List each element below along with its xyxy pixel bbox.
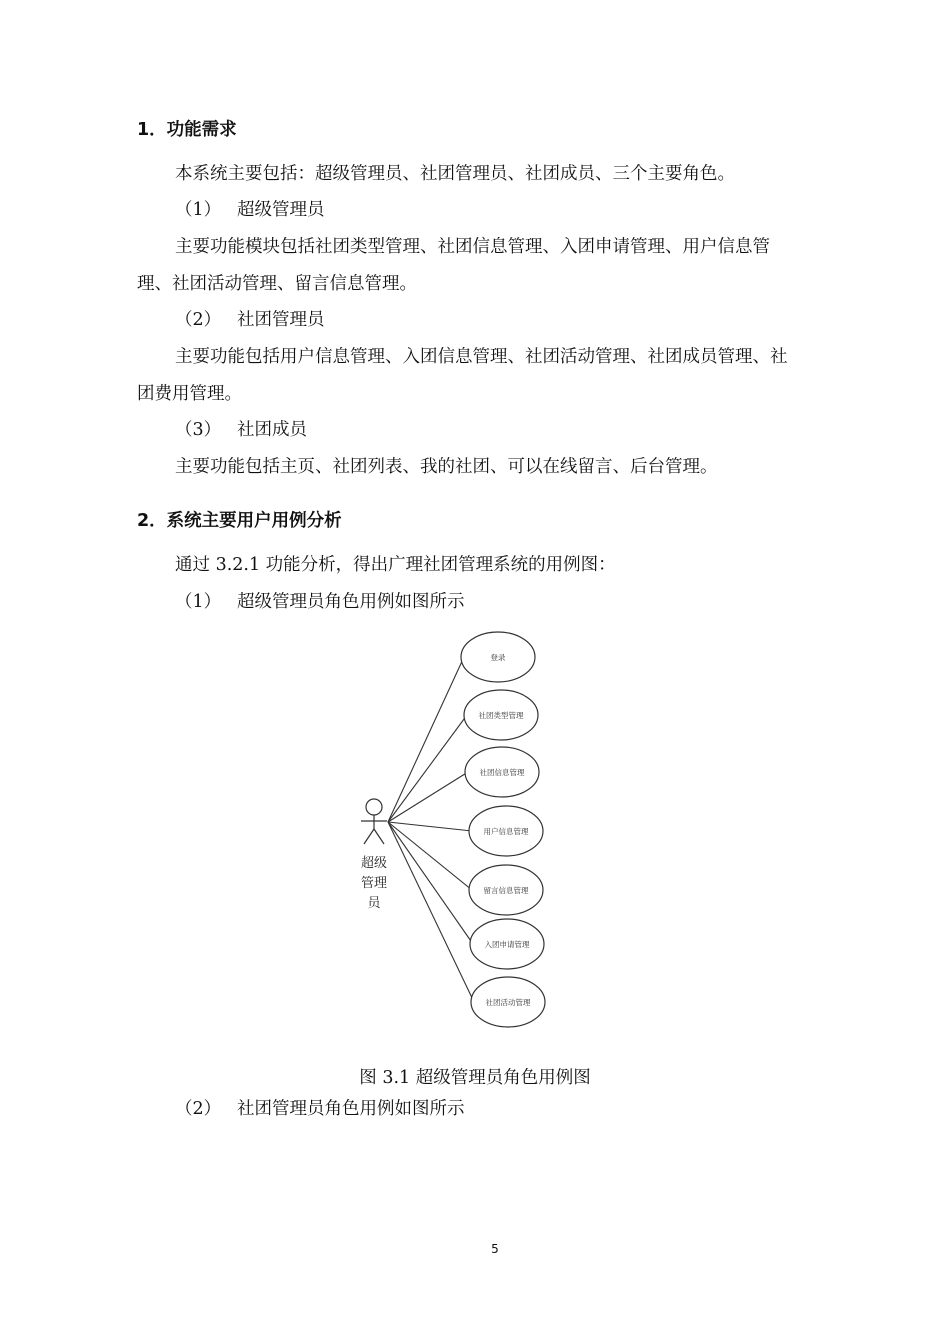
section-1-intro: 本系统主要包括：超级管理员、社团管理员、社团成员、三个主要角色。 bbox=[175, 164, 735, 184]
item-3-number: （3） bbox=[175, 420, 222, 440]
association-line bbox=[388, 715, 467, 822]
page-number: 5 bbox=[491, 1242, 499, 1256]
section-2-item-2-label: 社团管理员角色用例如图所示 bbox=[237, 1099, 465, 1119]
item-2-title bbox=[175, 312, 325, 330]
item-3-title bbox=[175, 422, 307, 440]
section-2-intro: 通过 3.2.1 功能分析，得出广理社团管理系统的用例图： bbox=[175, 555, 616, 575]
item-3-text-line-1: 主要功能包括主页、社团列表、我的社团、可以在线留言、后台管理。 bbox=[175, 457, 718, 477]
section-2-item-2 bbox=[175, 1101, 465, 1119]
use-case-label: 用户信息管理 bbox=[483, 827, 529, 836]
use-case-label: 社团活动管理 bbox=[485, 998, 531, 1007]
association-line bbox=[388, 657, 464, 822]
use-case-diagram bbox=[340, 625, 600, 1035]
section-2-item-1 bbox=[175, 594, 465, 612]
actor-right-leg bbox=[374, 829, 384, 844]
section-2-item-1-label: 超级管理员角色用例如图所示 bbox=[237, 592, 465, 612]
actor-label-line-1: 超级 bbox=[360, 856, 388, 871]
section-2-item-1-number: （1） bbox=[175, 592, 222, 612]
item-2-number: （2） bbox=[175, 310, 222, 330]
association-line bbox=[388, 822, 472, 831]
actor-figure bbox=[361, 799, 387, 844]
actor-head bbox=[366, 799, 382, 815]
item-1-text-line-1: 主要功能模块包括社团类型管理、社团信息管理、入团申请管理、用户信息管 bbox=[175, 237, 770, 257]
item-1-text-line-2: 理、社团活动管理、留言信息管理。 bbox=[137, 274, 417, 294]
item-2-label: 社团管理员 bbox=[237, 310, 325, 330]
use-case-label: 社团信息管理 bbox=[479, 768, 525, 777]
use-case-label: 社团类型管理 bbox=[478, 711, 524, 720]
section-2-item-2-number: （2） bbox=[175, 1099, 222, 1119]
association-line bbox=[388, 822, 474, 1002]
association-line bbox=[388, 822, 473, 944]
figure-caption: 图 3.1 超级管理员角色用例图 bbox=[359, 1068, 591, 1088]
actor-label-line-2: 管理 bbox=[360, 876, 388, 891]
item-1-number: （1） bbox=[175, 200, 222, 220]
use-case-label: 留言信息管理 bbox=[483, 886, 529, 895]
actor-label-line-3: 员 bbox=[367, 896, 381, 911]
item-2-text-line-2: 团费用管理。 bbox=[137, 384, 242, 404]
use-case-label: 登录 bbox=[490, 653, 506, 662]
use-case-label: 入团申请管理 bbox=[484, 940, 530, 949]
section-1-heading: 1．功能需求 bbox=[137, 120, 237, 140]
actor-left-leg bbox=[364, 829, 374, 844]
item-1-label: 超级管理员 bbox=[237, 200, 325, 220]
item-1-title bbox=[175, 202, 325, 220]
item-2-text-line-1: 主要功能包括用户信息管理、入团信息管理、社团活动管理、社团成员管理、社 bbox=[175, 347, 788, 367]
section-2-heading: 2．系统主要用户用例分析 bbox=[137, 511, 342, 531]
item-3-label: 社团成员 bbox=[237, 420, 307, 440]
association-line bbox=[388, 822, 472, 890]
